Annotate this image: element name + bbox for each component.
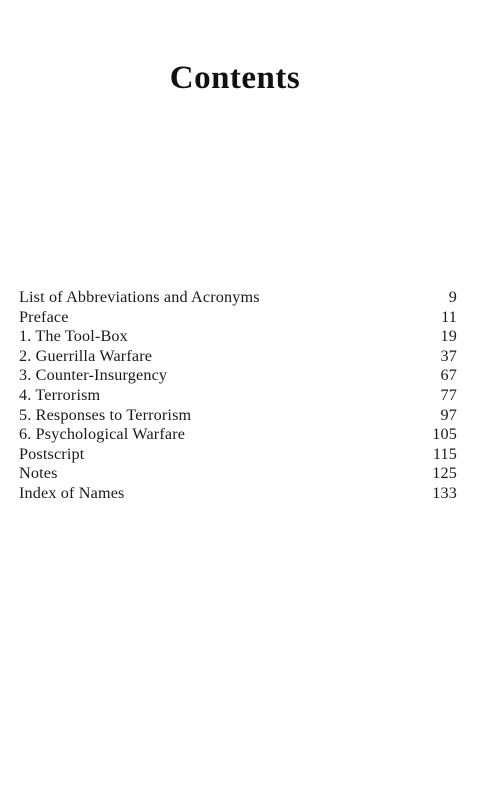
page-title: Contents xyxy=(169,60,301,97)
toc-entry-chapter-3 xyxy=(19,366,457,386)
toc-entry-page-number: 67 xyxy=(440,366,457,385)
toc-entry-abbreviations xyxy=(19,288,457,308)
table-of-contents xyxy=(19,288,457,504)
toc-entry-label: 3. Counter-Insurgency xyxy=(19,366,168,385)
toc-entry-page-number: 19 xyxy=(440,327,457,346)
toc-entry-label: 1. The Tool-Box xyxy=(19,327,128,346)
toc-entry-label: 4. Terrorism xyxy=(19,385,101,404)
toc-entry-preface xyxy=(19,308,457,328)
toc-entry-page-number: 9 xyxy=(448,288,457,306)
toc-entry-label: 2. Guerrilla Warfare xyxy=(19,346,153,365)
toc-entry-chapter-2 xyxy=(19,347,457,367)
toc-entry-label: 5. Responses to Terrorism xyxy=(19,405,192,424)
toc-entry-chapter-4 xyxy=(19,386,457,406)
toc-entry-notes xyxy=(19,464,457,484)
toc-entry-page-number: 37 xyxy=(440,346,457,365)
toc-entry-page-number: 105 xyxy=(432,425,457,444)
toc-entry-page-number: 11 xyxy=(441,307,457,326)
toc-entry-page-number: 77 xyxy=(440,385,457,404)
toc-entry-chapter-6 xyxy=(19,425,457,445)
toc-entry-label: Postscript xyxy=(19,444,85,463)
toc-entry-label: 6. Psychological Warfare xyxy=(19,425,186,444)
toc-entry-page-number: 125 xyxy=(432,464,457,483)
toc-entry-index-of-names xyxy=(19,484,457,504)
toc-entry-label: List of Abbreviations and Acronyms xyxy=(19,288,260,306)
toc-entry-label: Notes xyxy=(19,464,58,483)
toc-entry-page-number: 97 xyxy=(440,405,457,424)
toc-entry-label: Index of Names xyxy=(19,483,125,502)
toc-entry-page-number: 115 xyxy=(432,444,457,463)
toc-entry-postscript xyxy=(19,445,457,465)
toc-entry-page-number: 133 xyxy=(432,483,457,502)
toc-entry-chapter-5 xyxy=(19,406,457,426)
toc-entry-label: Preface xyxy=(19,307,69,326)
toc-entry-chapter-1 xyxy=(19,327,457,347)
